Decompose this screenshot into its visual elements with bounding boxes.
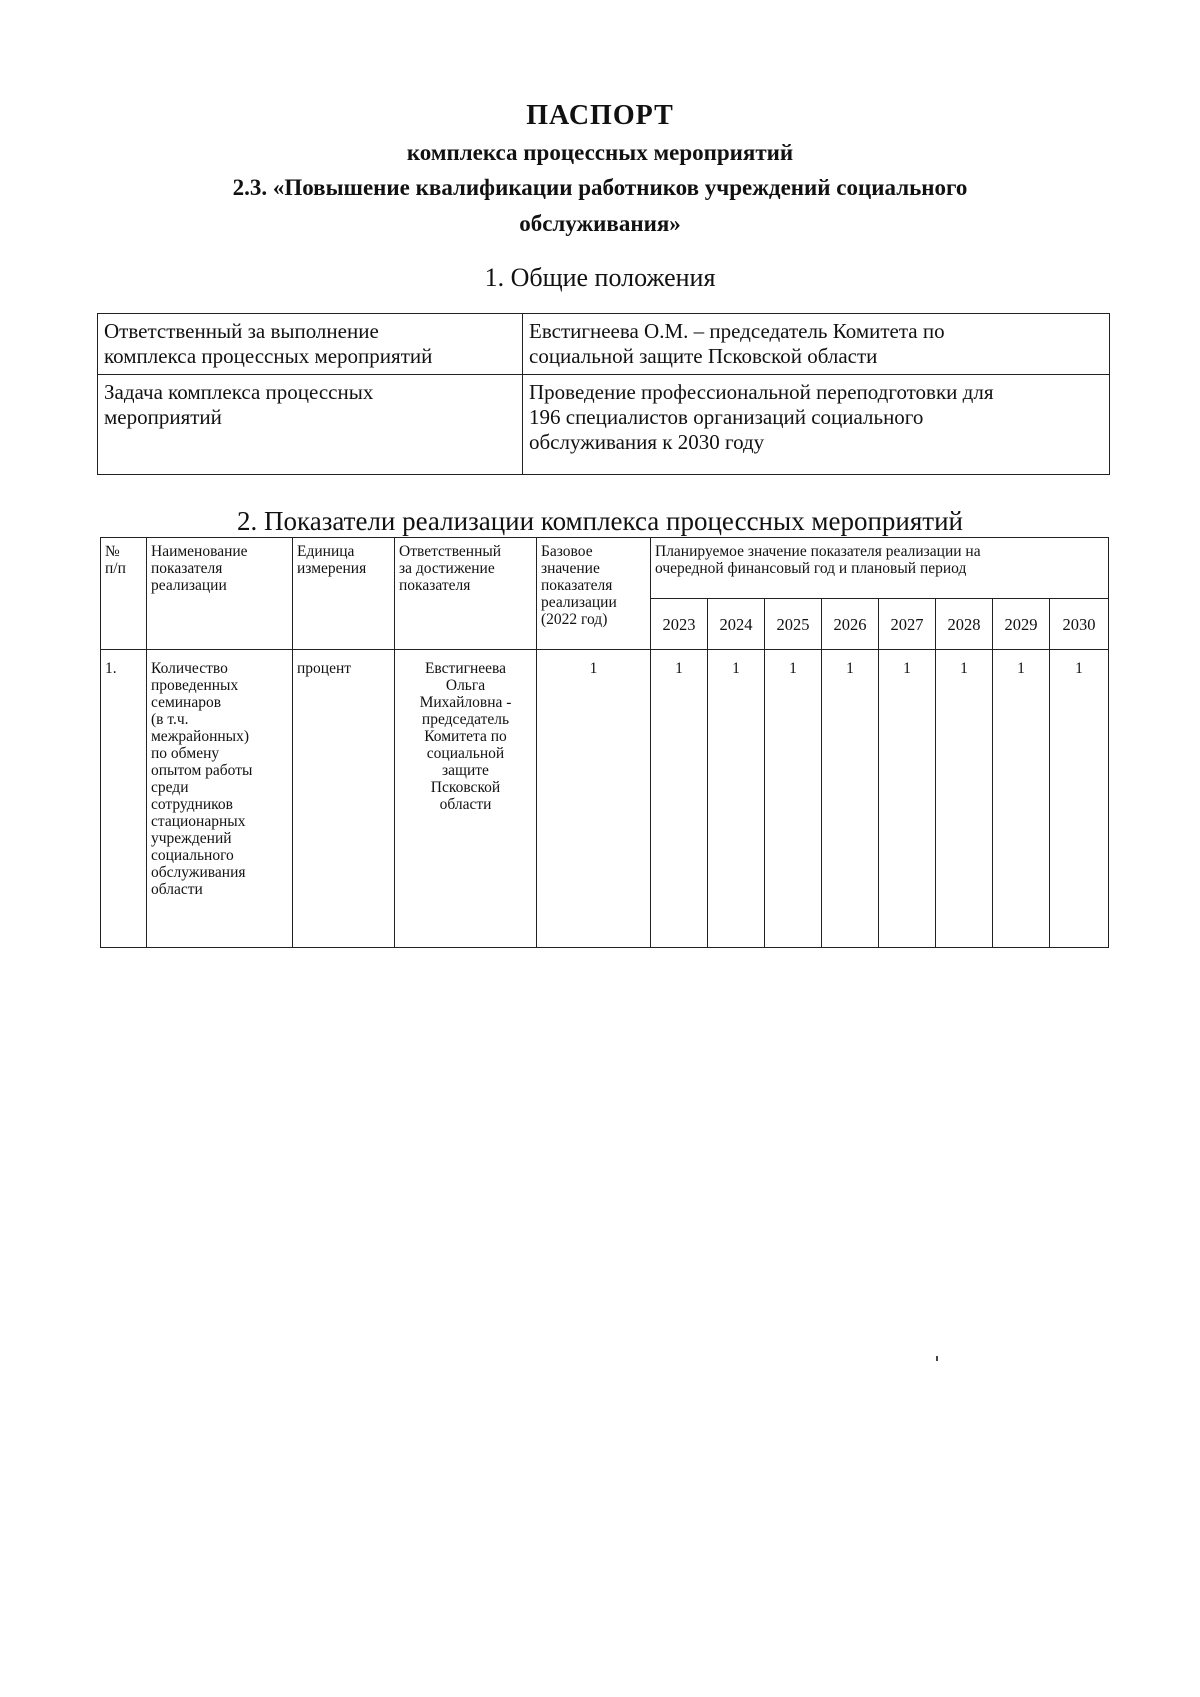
scan-speck	[936, 1356, 938, 1361]
header-text: реализации	[541, 594, 617, 611]
indicator-row	[101, 650, 1109, 948]
indicator-responsible-line: Евстигнеева	[424, 660, 507, 677]
header-text: показателя	[541, 577, 613, 594]
indicator-name-line: семинаров	[151, 694, 222, 711]
indicator-value-2030: 1	[1050, 650, 1109, 948]
header-year: 2027	[879, 599, 936, 650]
header-unit	[293, 538, 395, 650]
indicator-name-line: среди	[151, 779, 189, 796]
indicator-value-2026: 1	[822, 650, 879, 948]
header-num	[101, 538, 147, 650]
header-indicator-name	[147, 538, 293, 650]
indicator-name-line: (в т.ч.	[151, 711, 189, 728]
header-year: 2023	[651, 599, 708, 650]
header-text: за достижение	[399, 560, 495, 577]
indicator-unit: процент	[293, 650, 395, 948]
header-text: реализации	[151, 577, 227, 594]
general-label-line: мероприятий	[104, 405, 222, 429]
section-1-title: 1. Общие положения	[484, 263, 716, 292]
general-value-cell	[523, 314, 1110, 375]
header-text: Планируемое значение показателя реализации на	[655, 543, 981, 560]
header-year: 2024	[708, 599, 765, 650]
header-text: показателя	[151, 560, 223, 577]
general-value-line: Проведение профессиональной переподготовки для	[529, 380, 994, 404]
indicator-responsible-line: Ольга	[445, 677, 486, 694]
general-value-line: Евстигнеева О.М. – председатель Комитета по	[529, 319, 945, 343]
indicator-value-2025: 1	[765, 650, 822, 948]
header-base-value	[537, 538, 651, 650]
indicator-value-2029: 1	[993, 650, 1050, 948]
header-year: 2025	[765, 599, 822, 650]
indicator-responsible-line: области	[439, 796, 492, 813]
document-title: ПАСПОРТ	[526, 100, 674, 131]
header-text: значение	[541, 560, 600, 577]
indicator-value-2028: 1	[936, 650, 993, 948]
section-2-title: 2. Показатели реализации комплекса процессных мероприятий	[237, 506, 963, 536]
header-text: измерения	[297, 560, 367, 577]
header-text: Наименование	[151, 543, 248, 560]
general-value-line: 196 специалистов организаций социального	[529, 405, 924, 429]
header-text: очередной финансовый год и плановый период	[655, 560, 967, 577]
header-planned-values	[651, 538, 1109, 599]
indicator-name-line: учреждений	[151, 830, 232, 847]
indicator-name-line: межрайонных)	[151, 728, 249, 745]
indicator-responsible-line: Комитета по	[424, 728, 507, 745]
general-value-cell	[523, 375, 1110, 475]
indicator-name-line: проведенных	[151, 677, 239, 694]
indicators-table	[100, 537, 1109, 948]
indicator-responsible-line: Михайловна -	[419, 694, 512, 711]
indicator-responsible-line: Псковской	[430, 779, 501, 796]
header-year: 2029	[993, 599, 1050, 650]
indicator-name	[147, 650, 293, 948]
general-label-line: Задача комплекса процессных	[104, 380, 374, 404]
header-text: Базовое	[541, 543, 593, 560]
general-value-line: социальной защите Псковской области	[529, 344, 878, 368]
general-label-line: комплекса процессных мероприятий	[104, 344, 433, 368]
general-label-cell	[98, 375, 523, 475]
indicator-name-line: опытом работы	[151, 762, 253, 779]
header-year: 2028	[936, 599, 993, 650]
indicator-name-line: Количество	[151, 660, 228, 677]
complex-name-line-2: обслуживания»	[519, 211, 681, 236]
indicator-value-2027: 1	[879, 650, 936, 948]
indicator-responsible-line: председатель	[421, 711, 510, 728]
general-label-line: Ответственный за выполнение	[104, 319, 379, 343]
indicator-name-line: области	[151, 881, 203, 898]
general-label-cell	[98, 314, 523, 375]
header-text: показателя	[399, 577, 471, 594]
document-title-block	[100, 96, 1100, 242]
indicator-value-2023: 1	[651, 650, 708, 948]
header-text: п/п	[105, 560, 126, 577]
indicator-name-line: стационарных	[151, 813, 246, 830]
header-text: (2022 год)	[541, 611, 608, 628]
general-provisions-table	[97, 313, 1110, 475]
complex-name-line-1: 2.3. «Повышение квалификации работников учреждений социального	[232, 175, 968, 200]
document-subtitle: комплекса процессных мероприятий	[406, 140, 794, 165]
header-responsible	[395, 538, 537, 650]
indicator-value-2024: 1	[708, 650, 765, 948]
general-value-line: обслуживания к 2030 году	[529, 430, 765, 454]
general-row-task	[98, 375, 1110, 475]
indicator-name-line: по обмену	[151, 745, 220, 762]
indicator-responsible-line: социальной	[426, 745, 505, 762]
indicator-num: 1.	[101, 650, 147, 948]
header-text: Ответственный	[399, 543, 502, 560]
indicator-responsible	[395, 650, 537, 948]
indicator-name-line: социального	[151, 847, 234, 864]
header-year: 2026	[822, 599, 879, 650]
indicator-name-line: сотрудников	[151, 796, 233, 813]
indicators-header-row	[101, 538, 1109, 599]
header-text: Единица	[297, 543, 355, 560]
header-text: №	[105, 543, 120, 560]
indicator-responsible-line: защите	[442, 762, 489, 779]
header-year: 2030	[1050, 599, 1109, 650]
indicator-name-line: обслуживания	[151, 864, 246, 881]
indicator-base-value: 1	[537, 650, 651, 948]
general-row-responsible	[98, 314, 1110, 375]
